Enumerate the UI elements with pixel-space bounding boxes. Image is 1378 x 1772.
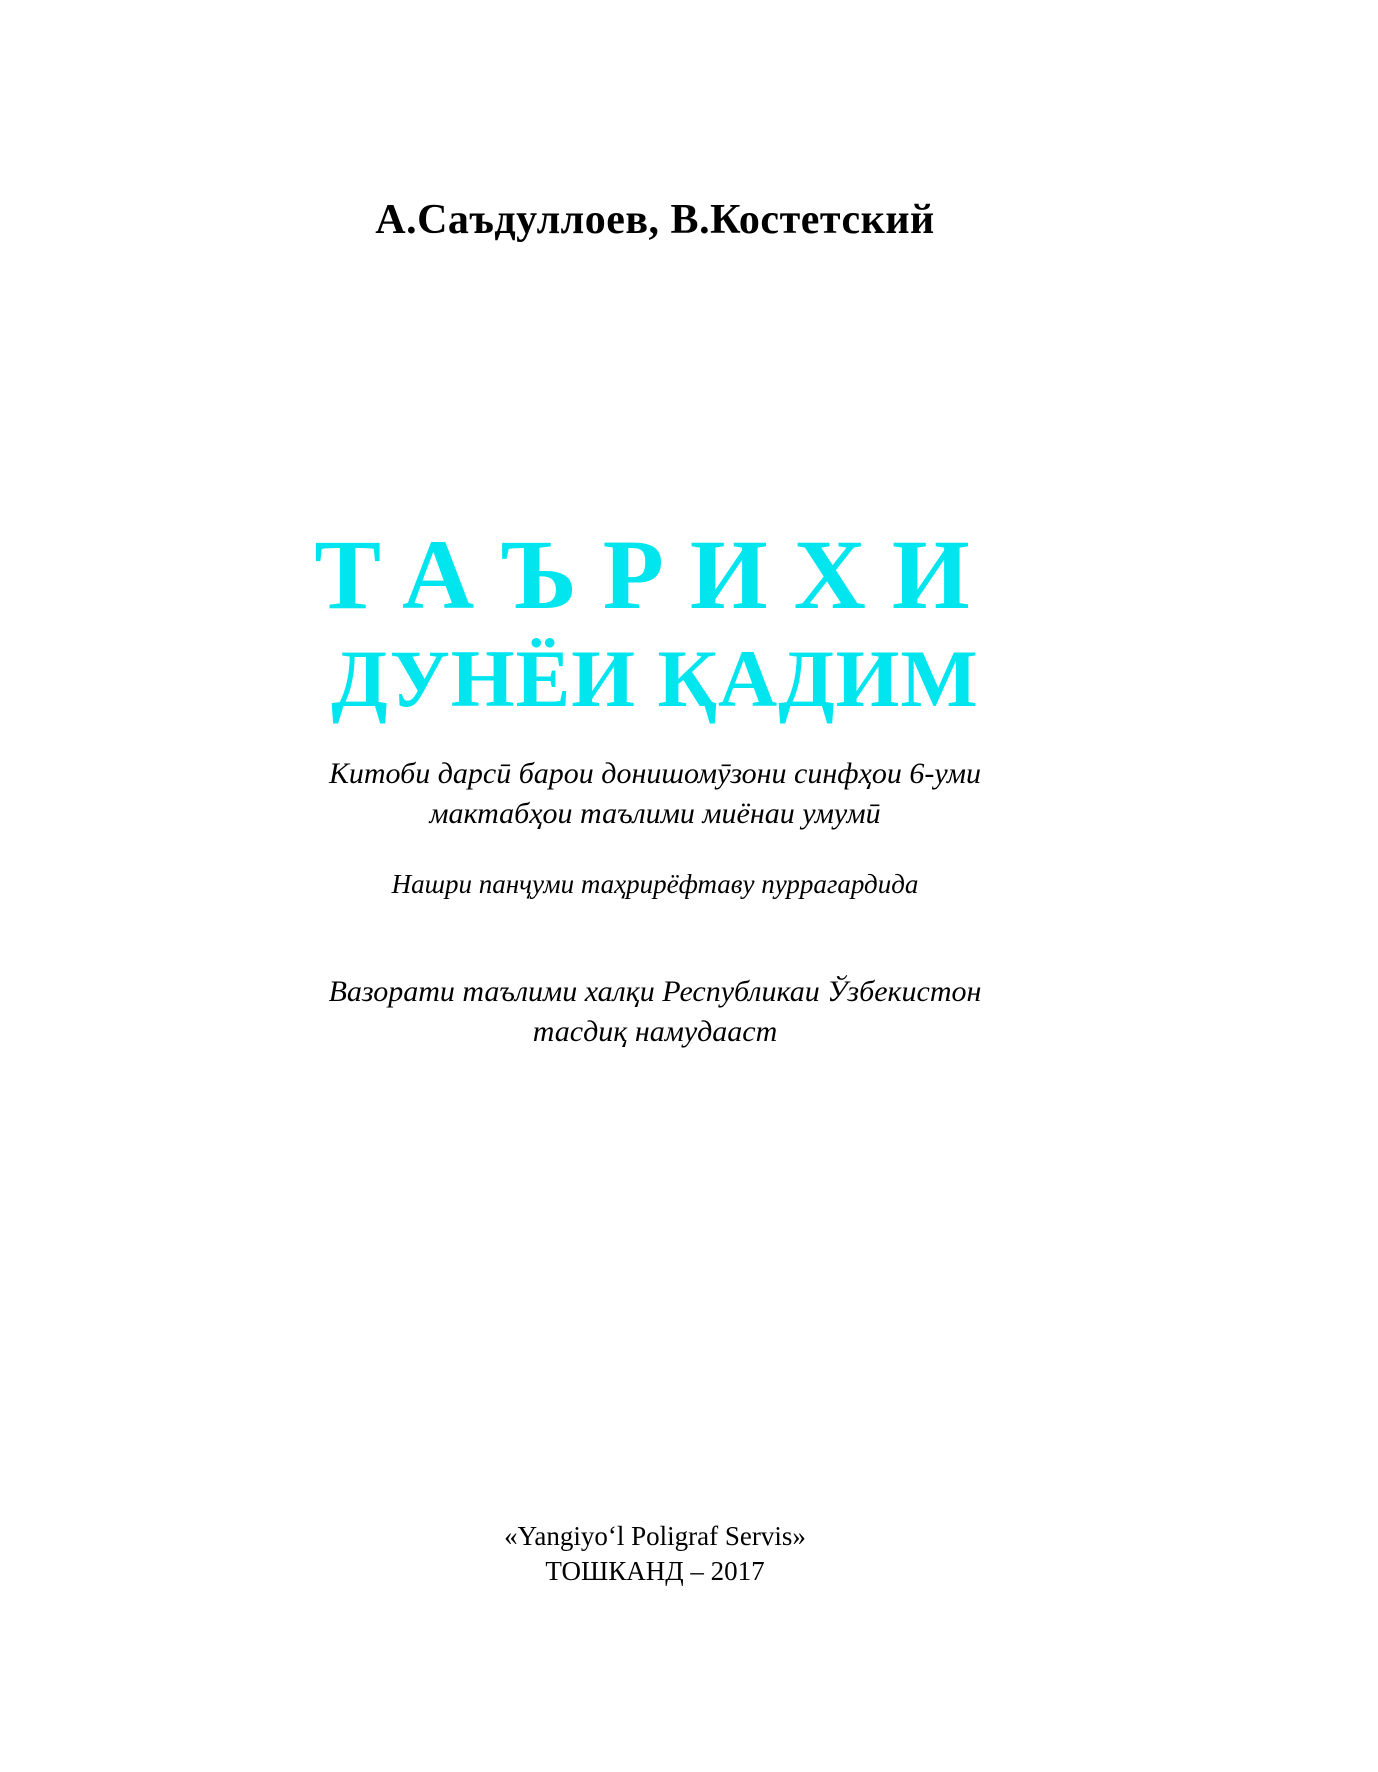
book-title-sub: ДУНЁИ ҚАДИМ [331, 633, 979, 724]
publisher-name: «Yangiyo‘l Poligraf Servis» [504, 1521, 806, 1551]
approval-line-1: Вазорати таълими халқи Республикаи Ўзбекистон [328, 975, 982, 1008]
publisher-city-year: ТОШКАНД – 2017 [545, 1556, 765, 1586]
authors: А.Саъдуллоев, В.Костетский [375, 197, 935, 243]
subtitle-line-2: мактабҳои таълими миёнаи умумӣ [429, 797, 881, 830]
approval-line-2: тасдиқ намудааст [532, 1015, 778, 1048]
edition-note: Нашри панҷуми таҳрирёфтаву пуррагардида [391, 869, 919, 899]
book-title-main: ТАЪРИХИ [314, 519, 996, 630]
subtitle-line-1: Китоби дарсӣ барои донишомӯзони синфҳои 6-уми [328, 757, 982, 790]
